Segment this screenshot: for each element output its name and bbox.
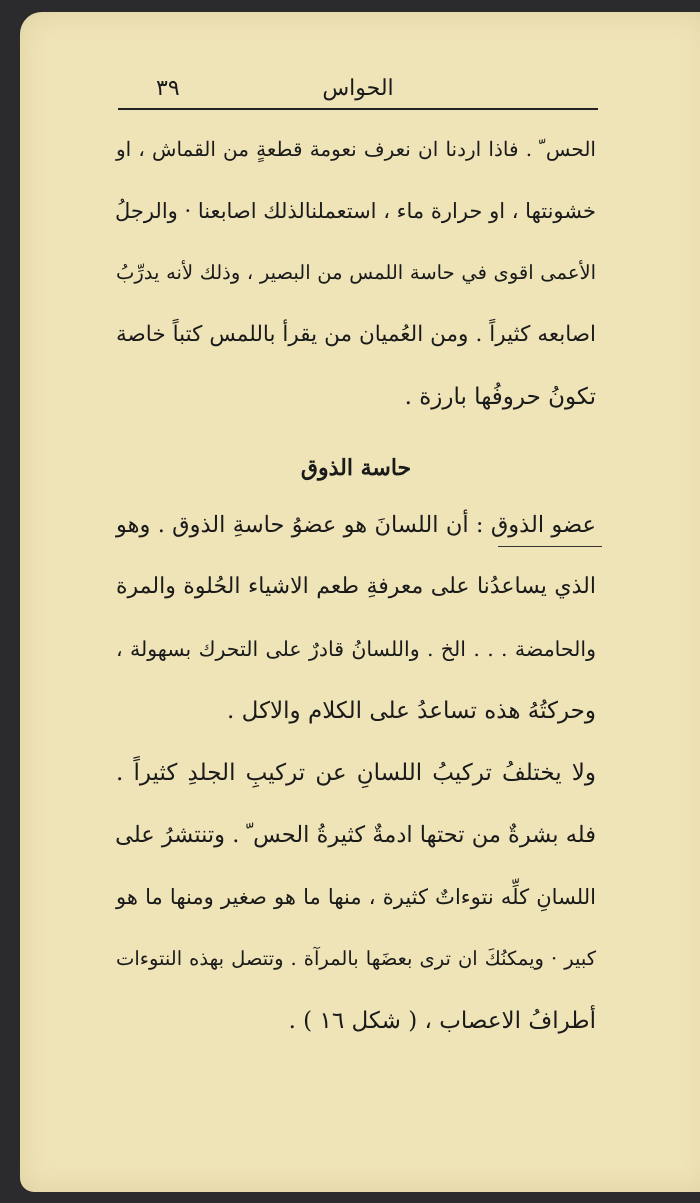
text-line: والحامضة . . . الخ . واللسانُ قادرٌ على التحرك بسهولة ،: [116, 637, 596, 661]
text-line: اللسانِ كلِّه نتوءاتٌ كثيرة ، منها ما هو صغير ومنها ما هو: [116, 885, 596, 909]
text-line: أطرافُ الاعصاب ، ( شكل ١٦ ) .: [288, 1008, 596, 1034]
page-number: ٣٩: [156, 76, 180, 101]
header-rule: [118, 108, 598, 110]
header-title: الحواس: [322, 76, 394, 101]
text-line: الحس ّ . فاذا اردنا ان نعرف نعومة قطعةٍ من القماش ، او: [116, 137, 596, 161]
running-header: [118, 76, 598, 106]
section-heading: حاسة الذوق: [300, 455, 412, 481]
text-line: عضو الذوق : أن اللسانَ هو عضوُ حاسةِ الذوق . وهو: [116, 512, 596, 538]
sidenote-underline: [498, 546, 602, 547]
text-line: اصابعه كثيراً . ومن العُميان من يقرأ باللمس كتباً خاصة: [116, 322, 596, 347]
text-line: ولا يختلفُ تركيبُ اللسانِ عن تركيبِ الجلدِ كثيراً .: [116, 760, 596, 786]
text-line: كبير · ويمكنُكَ ان ترى بعضَها بالمرآة . وتتصل بهذه النتوءات: [116, 947, 596, 970]
text-line: الأعمى اقوى في حاسة اللمس من البصير ، وذلك لأنه يدرِّبُ: [116, 261, 596, 284]
text-line: وحركتُهُ هذه تساعدُ على الكلام والاكل .: [227, 698, 596, 724]
text-line: فله بشرةٌ من تحتها ادمةٌ كثيرةُ الحس ّ . وتنتشرُ على: [115, 822, 596, 848]
text-line: خشونتها ، او حرارة ماء ، استعملنالذلك اصابعنا · والرجلُ: [114, 199, 596, 223]
text-line: تكونُ حروفُها بارزة .: [404, 384, 596, 410]
text-line: الذي يساعدُنا على معرفةِ طعم الاشياء الحُلوة والمرة: [116, 574, 596, 599]
